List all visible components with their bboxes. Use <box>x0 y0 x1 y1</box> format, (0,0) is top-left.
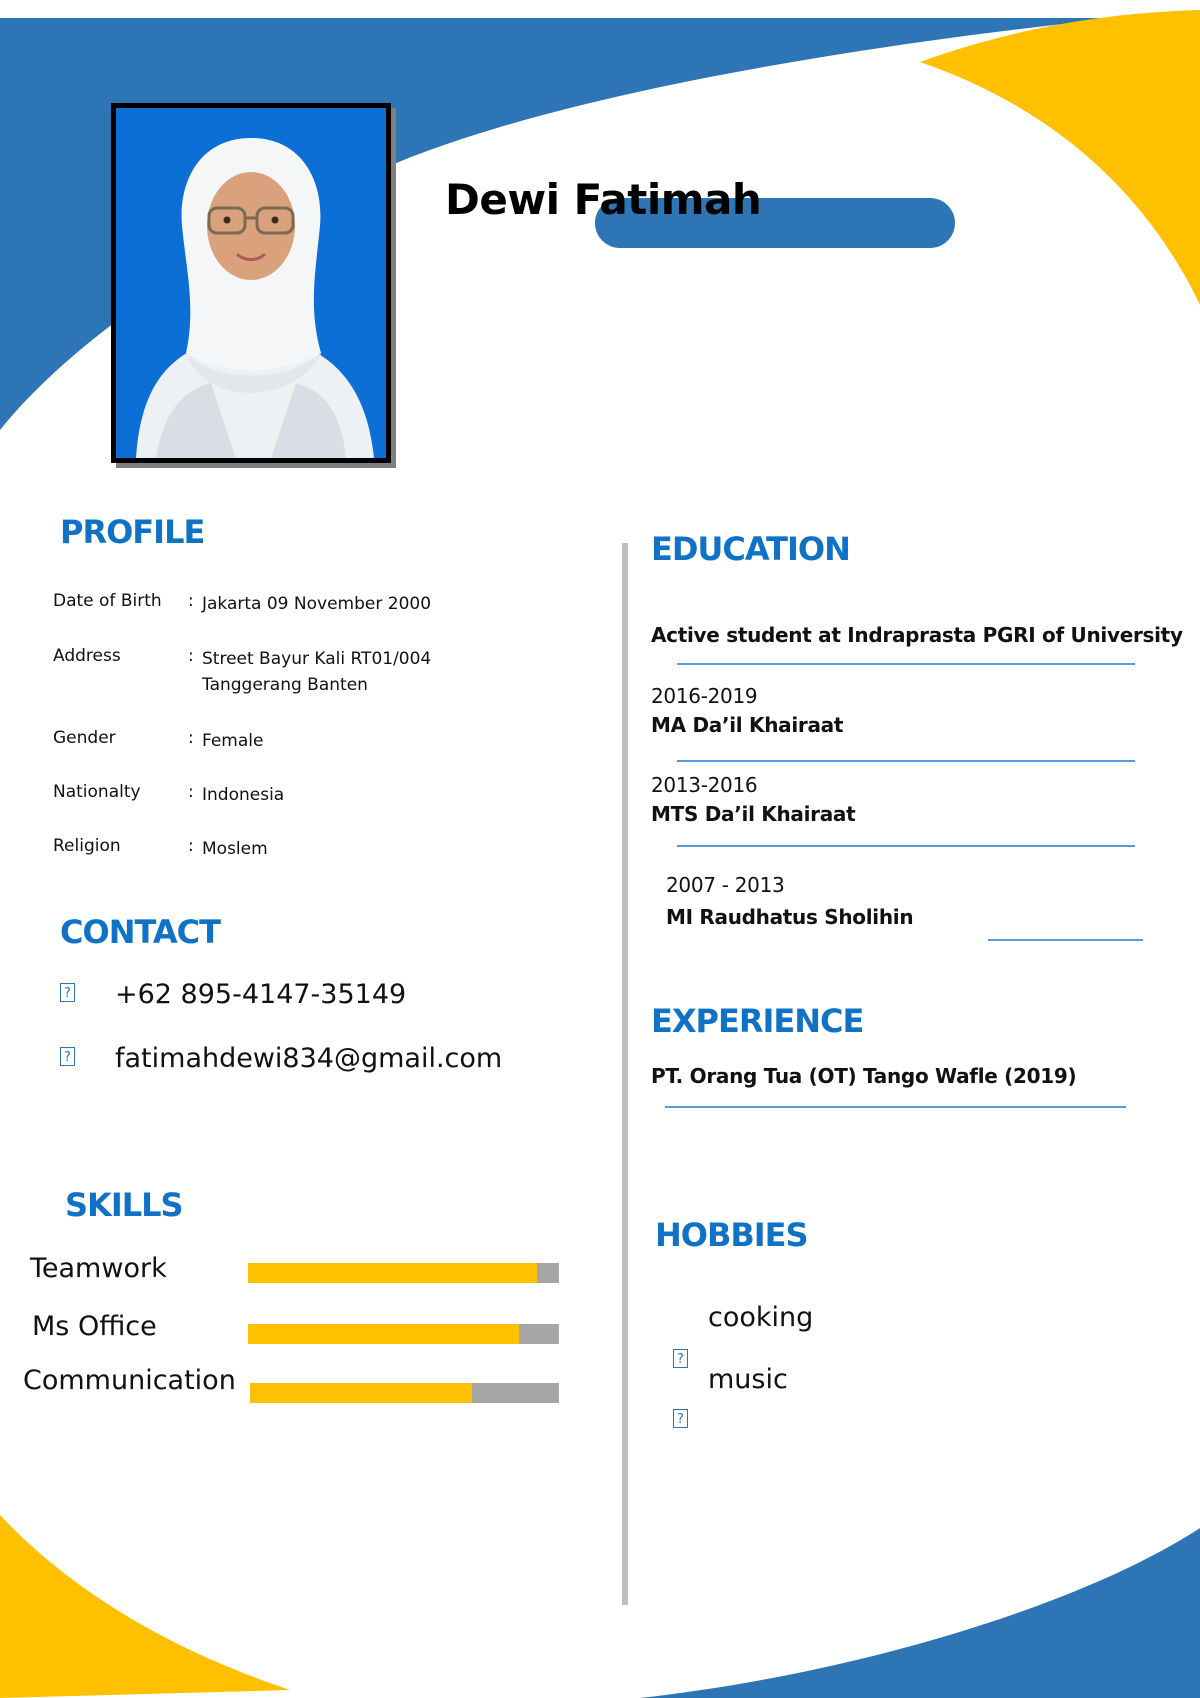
education-school: MTS Da’il Khairaat <box>651 802 856 826</box>
profile-colon: : <box>188 836 194 856</box>
profile-colon: : <box>188 646 194 666</box>
email-address[interactable]: fatimahdewi834@gmail.com <box>115 1043 503 1074</box>
skill-bar-track <box>248 1263 559 1283</box>
profile-label: Gender <box>53 728 116 748</box>
education-years: 2007 - 2013 <box>666 873 785 897</box>
profile-photo <box>111 103 391 463</box>
full-name: Dewi Fatimah <box>445 175 762 224</box>
profile-colon: : <box>188 728 194 748</box>
profile-label: Address <box>53 646 121 666</box>
bottom-blue-wave <box>640 1528 1200 1698</box>
hobby-bullet-icon: ? <box>673 1349 688 1368</box>
experience-heading: EXPERIENCE <box>651 1002 864 1040</box>
contact-heading: CONTACT <box>60 913 220 951</box>
profile-colon: : <box>188 782 194 802</box>
skill-bar-fill <box>250 1383 472 1403</box>
profile-heading: PROFILE <box>60 513 205 551</box>
profile-row-gender <box>53 728 263 754</box>
skill-bar-track <box>248 1324 559 1344</box>
separator-line <box>665 1106 1126 1108</box>
education-school: MA Da’il Khairaat <box>651 713 844 737</box>
education-years: 2013-2016 <box>651 773 758 797</box>
skills-heading: SKILLS <box>65 1186 183 1224</box>
skill-bar-fill <box>248 1324 519 1344</box>
education-years: 2016-2019 <box>651 684 758 708</box>
profile-value: Indonesia <box>202 785 285 805</box>
education-school: MI Raudhatus Sholihin <box>666 905 914 929</box>
profile-row-religion <box>53 836 268 862</box>
separator-line <box>677 845 1135 847</box>
contact-phone <box>60 979 406 1010</box>
separator-line <box>988 939 1143 941</box>
bottom-yellow-wave <box>0 1515 290 1698</box>
hobby-item: music <box>708 1364 788 1395</box>
education-current: Active student at Indraprasta PGRI of University <box>651 623 1183 647</box>
skill-label: Communication <box>23 1365 236 1396</box>
profile-row-address <box>53 646 431 698</box>
skill-bar-track <box>250 1383 559 1403</box>
profile-row-birth <box>53 591 431 617</box>
profile-label: Date of Birth <box>53 591 162 611</box>
profile-label: Nationalty <box>53 782 141 802</box>
contact-email <box>60 1043 502 1074</box>
hobby-item: cooking <box>708 1302 814 1333</box>
skill-bar-fill <box>248 1263 537 1283</box>
experience-item: PT. Orang Tua (OT) Tango Wafle (2019) <box>651 1064 1077 1088</box>
profile-value: Tanggerang Banten <box>202 675 368 695</box>
profile-value: Moslem <box>202 839 268 859</box>
education-heading: EDUCATION <box>651 530 850 568</box>
separator-line <box>677 760 1135 762</box>
portrait-illustration <box>116 108 386 458</box>
profile-colon: : <box>188 591 194 611</box>
profile-value: Jakarta 09 November 2000 <box>202 594 432 614</box>
separator-line <box>677 663 1135 665</box>
top-yellow-swoosh <box>920 10 1200 305</box>
profile-label: Religion <box>53 836 121 856</box>
phone-icon: ? <box>60 983 75 1002</box>
skill-label: Ms Office <box>32 1311 157 1342</box>
profile-value: Street Bayur Kali RT01/004 <box>202 649 432 669</box>
column-divider <box>622 543 628 1605</box>
hobbies-heading: HOBBIES <box>655 1216 808 1254</box>
skill-label: Teamwork <box>30 1253 167 1284</box>
phone-number[interactable]: +62 895-4147-35149 <box>115 979 407 1010</box>
email-icon: ? <box>60 1047 75 1066</box>
hobby-bullet-icon: ? <box>673 1409 688 1428</box>
profile-row-nationality <box>53 782 284 808</box>
profile-value: Female <box>202 731 264 751</box>
